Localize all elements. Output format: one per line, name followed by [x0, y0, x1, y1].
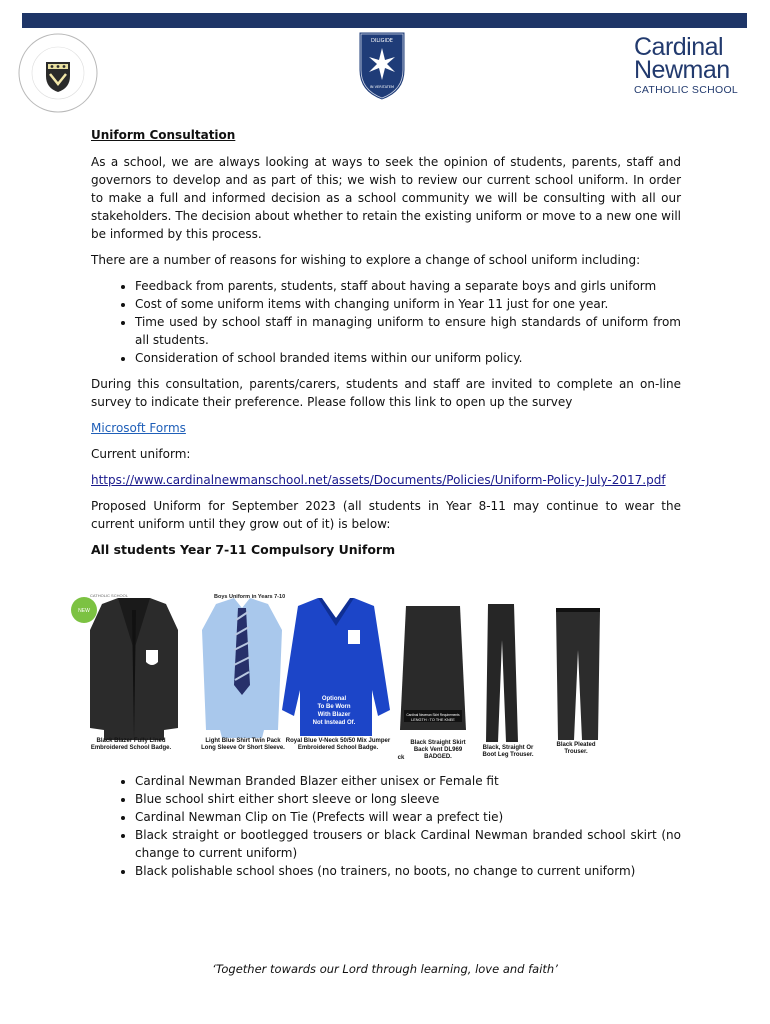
- list-item: • Black polishable school shoes (no trainers, no boots, no change to current uniform): [135, 862, 681, 880]
- svg-text:IN VERITATEM: IN VERITATEM: [369, 85, 395, 89]
- caption-pleated-trouser: Black Pleated Trouser.: [556, 742, 596, 755]
- uniform-figure: [66, 590, 606, 765]
- list-item: • Consideration of school branded items within our uniform policy.: [135, 349, 681, 367]
- svg-text:CATHOLIC SCHOOL: CATHOLIC SCHOOL: [90, 593, 128, 598]
- reasons-list: [91, 277, 681, 367]
- logo-line1: Cardinal: [634, 33, 724, 61]
- list-item: • Time used by school staff in managing uniform to ensure high standards of uniform from all students.: [135, 313, 681, 349]
- proposed-paragraph: Proposed Uniform for September 2023 (all students in Year 8-11 may continue to wear the current uniform until they grow out of it) is below:: [91, 499, 681, 531]
- current-uniform-link[interactable]: https://www.cardinalnewmanschool.net/assets/Documents/Policies/Uniform-Policy-July-2017.pdf: [91, 473, 666, 487]
- school-crest-center: [357, 30, 407, 102]
- svg-text:Boys Uniform in Years 7-10: Boys Uniform in Years 7-10: [214, 594, 286, 600]
- caption-skirt: Black Straight Skirt Back Vent DL969 BADGED.: [410, 740, 466, 760]
- caption-jumper: Royal Blue V-Neck 50/50 Mix Jumper Embroidered School Badge.: [285, 738, 391, 751]
- reasons-intro: There are a number of reasons for wishing to explore a change of school uniform including:: [91, 253, 641, 267]
- caption-straight-trouser: Black, Straight Or Boot Leg Trouser.: [482, 745, 534, 758]
- list-item: • Blue school shirt either short sleeve or long sleeve: [135, 790, 681, 808]
- compulsory-items: [91, 772, 681, 888]
- microsoft-forms-link[interactable]: Microsoft Forms: [91, 421, 186, 435]
- current-uniform-label: Current uniform:: [91, 447, 191, 461]
- intro-paragraph: As a school, we are always looking at ways to seek the opinion of students, parents, staff and governors to develop and as part of this; we wish to review our current school uniform. In order to make a full and informed decision as a school community we will be consulting with all our stakeholders. The decision about whether to retain the existing uniform or move to a new one will be informed by this process.: [91, 155, 681, 241]
- svg-text:OptionalTo Be WornWith BlazerN: Optional To Be Worn With Blazer Not Instead Of.: [312, 696, 356, 726]
- header-bar: [22, 13, 747, 28]
- caption-blazer: Black Blazer Fully Lined Embroidered School Badge.: [90, 738, 172, 751]
- svg-text:DILIGIDE: DILIGIDE: [371, 38, 393, 44]
- list-item: • Black straight or bootlegged trousers or black Cardinal Newman branded school skirt (no change to current uniform): [135, 826, 681, 862]
- survey-paragraph: During this consultation, parents/carers, students and staff are invited to complete an on-line survey to indicate their preference. Please follow this link to open up the survey: [91, 377, 681, 409]
- list-item: • Cardinal Newman Clip on Tie (Prefects will wear a prefect tie): [135, 808, 681, 826]
- page-title: Uniform Consultation: [91, 128, 236, 142]
- compulsory-heading: All students Year 7-11 Compulsory Uniform: [91, 542, 396, 557]
- logo-line3: CATHOLIC SCHOOL: [634, 84, 739, 96]
- list-item: • Cost of some uniform items with changing uniform in Year 11 just for one year.: [135, 295, 681, 313]
- caption-shirt: Light Blue Shirt Twin Pack Long Sleeve Or Short Sleeve.: [201, 738, 285, 751]
- list-item: • Cardinal Newman Branded Blazer either unisex or Female fit: [135, 772, 681, 790]
- footer-motto: ‘Together towards our Lord through learning, love and faith’: [212, 962, 558, 976]
- caption-fragment: ck: [397, 755, 405, 761]
- list-item: • Feedback from parents, students, staff about having a separate boys and girls uniform: [135, 277, 681, 295]
- svg-text:NEW: NEW: [78, 608, 90, 614]
- document-body: [91, 126, 681, 567]
- svg-text:Cardinal Newman Skirt Requirem: Cardinal Newman Skirt Requirements: [406, 713, 460, 717]
- school-crest-left: [17, 32, 99, 114]
- svg-text:LENGTH : TO THE KNEE: LENGTH : TO THE KNEE: [411, 718, 455, 722]
- logo-line2: Newman: [634, 56, 730, 84]
- cardinal-newman-logo: [634, 33, 744, 96]
